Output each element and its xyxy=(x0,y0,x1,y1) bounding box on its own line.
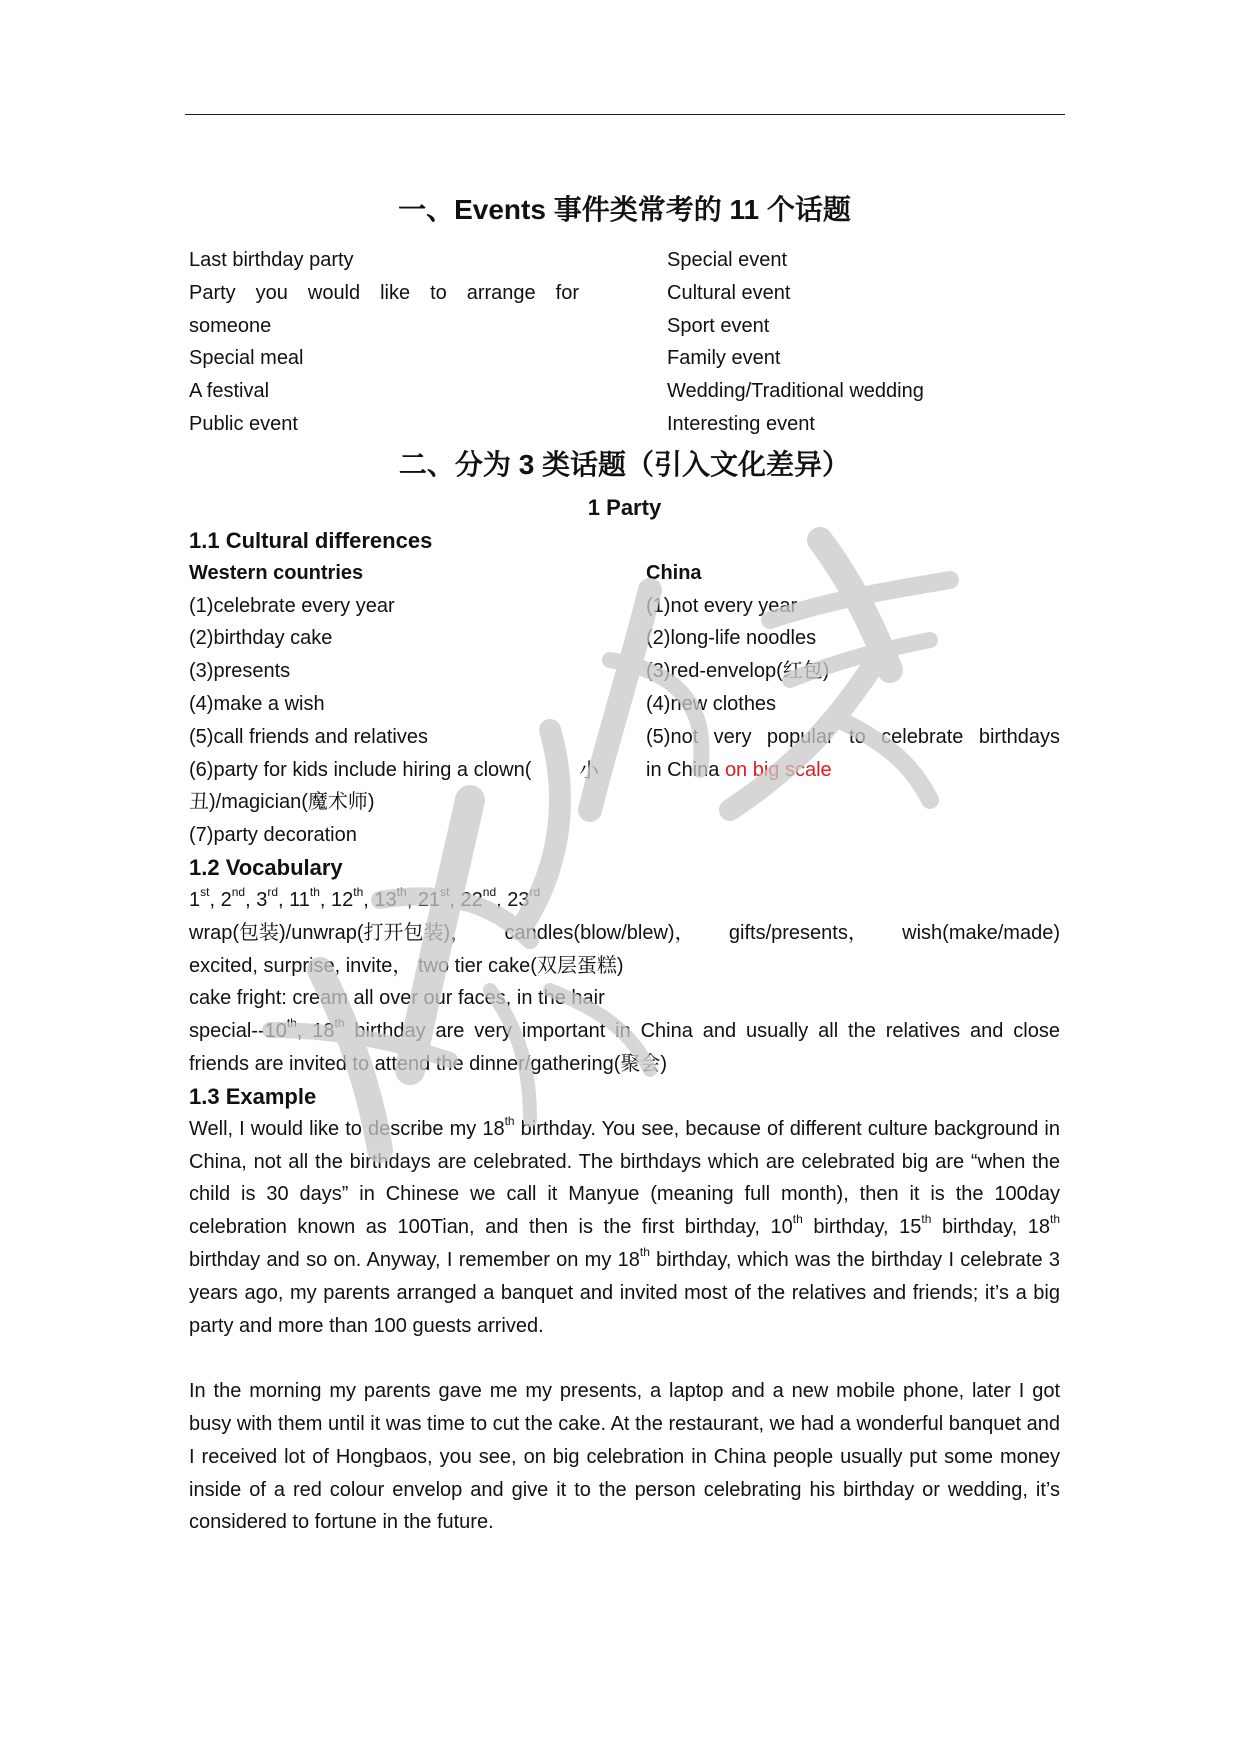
separator: , xyxy=(319,888,332,911)
vocab-term: wish(make/made) xyxy=(902,921,1060,944)
topic-item: Family event xyxy=(667,347,781,370)
china-item xyxy=(646,754,1060,787)
text-run: birthday, 15 xyxy=(802,1216,922,1239)
china-column xyxy=(646,557,1060,852)
western-item xyxy=(189,754,599,787)
ordinal-number: 1 xyxy=(189,888,201,911)
ordinal-suffix: th xyxy=(396,885,407,900)
header-rule xyxy=(185,114,1065,115)
western-item-text: (6)party for kids include hiring a clown( xyxy=(189,758,532,781)
ordinal-number: 12 xyxy=(331,888,354,911)
text-run: birthday, which was the birthday I celebrate 3 years ago, my parents arranged a banquet and invited most of the relatives and friends; it’s a big party and more than 100 guests arrived. xyxy=(189,1248,1060,1337)
topic-item: someone xyxy=(189,314,272,337)
highlight-on-big-scale: on big scale xyxy=(724,758,832,781)
china-item: (5)not very popular to celebrate birthdays xyxy=(646,725,1060,748)
topic-item: Last birthday party xyxy=(189,249,354,271)
topic-item: Sport event xyxy=(667,314,770,337)
china-heading: China xyxy=(646,561,702,584)
vocab-term: wrap(包装)/unwrap(打开包装)， xyxy=(189,921,471,944)
topic-item: Cultural event xyxy=(667,281,791,304)
western-item: 丑)/magician(魔术师) xyxy=(189,791,375,814)
topic-item: Wedding/Traditional wedding xyxy=(667,380,924,403)
ordinal-number: 21 xyxy=(417,888,441,911)
superscript: th xyxy=(504,1114,515,1129)
topic-item: Interesting event xyxy=(667,412,815,435)
china-item: (1)not every year xyxy=(646,594,798,617)
western-heading: Western countries xyxy=(189,561,364,584)
section-title-party: 1 Party xyxy=(587,494,662,520)
superscript: th xyxy=(792,1212,803,1227)
example-paragraph-1 xyxy=(189,1113,1060,1343)
ordinal-suffix: th xyxy=(309,885,320,900)
text-run: special--10 xyxy=(189,1020,287,1043)
separator: , xyxy=(245,888,257,911)
title-events-topics: 一、Events 事件类常考的 11 个话题 xyxy=(398,194,851,225)
topic-list xyxy=(189,244,1060,441)
western-item: (3)presents xyxy=(189,660,291,683)
topic-item: Special event xyxy=(667,249,788,271)
text-run: birthday. You see, because of different culture background in China, not all the birthdays are celebrated. The birthdays which are celebrated big are “when the child is 30 days” in Chinese we call it Manyue (meaning full month), then it is the 100day celebration known as 100Tian, and then is the first birthday, 10 xyxy=(189,1117,1060,1239)
topic-item: Public event xyxy=(189,412,298,435)
western-item: (7)party decoration xyxy=(189,824,357,847)
example-paragraph-2: In the morning my parents gave me my presents, a laptop and a new mobile phone, later I got busy with them until it was time to cut the cake. At the restaurant, we had a wonderful banquet and I received lot of Hongbaos, you see, on big celebration in China people usually put some money inside of a red colour envelop and give it to the person celebrating his birthday or wedding, it’s considered to fortune in the future. xyxy=(189,1380,1060,1534)
vocab-line: cake fright: cream all over our faces, in the hair xyxy=(189,987,605,1010)
ordinal-number: 2 xyxy=(220,888,232,911)
china-item: (4)new clothes xyxy=(646,692,777,715)
title-three-categories: 二、分为 3 类话题（引入文化差异） xyxy=(398,448,851,480)
separator: , xyxy=(496,888,508,911)
ordinal-suffix: nd xyxy=(231,885,246,900)
ordinal-number: 23 xyxy=(507,888,530,911)
vocab-special-birthdays xyxy=(189,1015,1060,1081)
ordinal-number: 13 xyxy=(374,888,397,911)
text-run: birthday and so on. Anyway, I remember on my 18 xyxy=(189,1248,640,1271)
ordinal-suffix: rd xyxy=(267,885,278,900)
vocab-term: candles(blow/blew)， xyxy=(504,921,695,944)
western-item: (1)celebrate every year xyxy=(189,594,395,617)
ordinal-suffix: st xyxy=(200,885,210,900)
subsection-vocabulary: 1.2 Vocabulary xyxy=(189,854,343,880)
china-item: (2)long-life noodles xyxy=(646,627,817,650)
superscript: th xyxy=(334,1016,345,1031)
topic-list-right xyxy=(667,244,1060,441)
china-item: (3)red-envelop(红包) xyxy=(646,660,830,683)
ordinal-number: 11 xyxy=(289,888,310,911)
text-run: birthday are very important in China and usually all the relatives and close friends are invited to attend the dinner/gathering(聚会) xyxy=(189,1020,1060,1075)
topic-item: A festival xyxy=(189,380,270,403)
text-run: birthday, 18 xyxy=(931,1216,1050,1239)
document-page xyxy=(189,190,1060,1539)
western-column xyxy=(189,557,599,852)
vocab-term: gifts/presents， xyxy=(728,921,868,944)
ordinal-number: 22 xyxy=(460,888,483,911)
topic-item: Special meal xyxy=(189,347,304,370)
ordinal-suffix: rd xyxy=(529,885,541,900)
ordinal-numbers xyxy=(189,884,1060,917)
separator: , xyxy=(449,888,461,911)
vocab-line xyxy=(189,917,1060,950)
western-item: (5)call friends and relatives xyxy=(189,725,428,748)
text-run: , 18 xyxy=(296,1020,335,1043)
vocab-line: excited, surprise, invite， two tier cake(双层蛋糕) xyxy=(189,954,624,977)
western-item-text: 小 xyxy=(579,757,599,782)
subsection-example: 1.3 Example xyxy=(189,1083,317,1109)
western-item: (2)birthday cake xyxy=(189,627,333,650)
superscript: th xyxy=(639,1245,650,1260)
cultural-differences-table xyxy=(189,557,1060,852)
separator: , xyxy=(209,888,221,911)
superscript: th xyxy=(286,1016,297,1031)
superscript: th xyxy=(921,1212,932,1227)
topic-item: Party you would like to arrange for xyxy=(189,281,579,304)
western-item: (4)make a wish xyxy=(189,692,325,715)
separator: , xyxy=(363,888,375,911)
separator: , xyxy=(278,888,290,911)
superscript: th xyxy=(1049,1212,1060,1227)
subsection-cultural-differences: 1.1 Cultural differences xyxy=(189,527,433,553)
ordinal-suffix: st xyxy=(440,885,450,900)
topic-list-left xyxy=(189,244,579,441)
separator: , xyxy=(406,888,418,911)
ordinal-suffix: nd xyxy=(482,885,497,900)
ordinal-number: 3 xyxy=(256,888,268,911)
china-item-text: in China xyxy=(646,758,725,781)
text-run: Well, I would like to describe my 18 xyxy=(189,1117,505,1140)
ordinal-suffix: th xyxy=(353,885,364,900)
